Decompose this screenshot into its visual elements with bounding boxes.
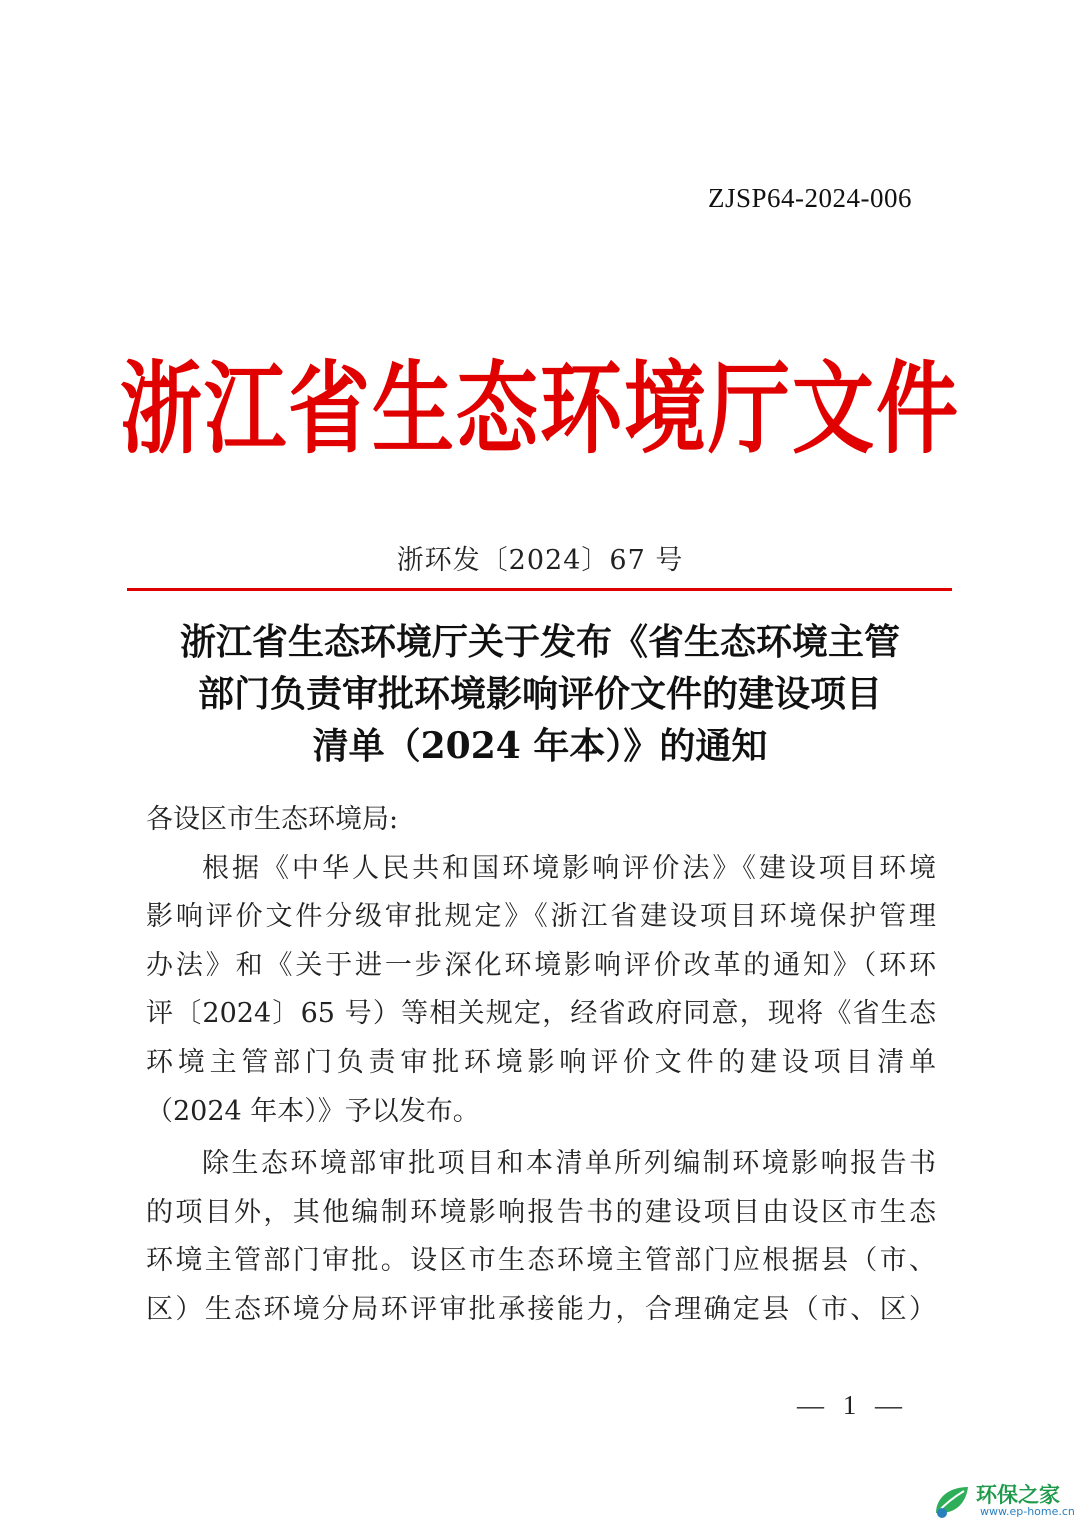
salutation: 各设区市生态环境局: — [146, 804, 399, 835]
document-number: 浙环发〔2024〕67 号 — [396, 545, 684, 576]
paragraph-line: 影响评价文件分级审批规定》《浙江省建设项目环境保护管理 — [146, 901, 936, 933]
paragraph-line: 根据《中华人民共和国环境影响评价法》《建设项目环境 — [202, 852, 936, 884]
paragraph-line: 的项目外，其他编制环境影响报告书的建设项目由设区市生态 — [146, 1196, 936, 1228]
leaf-logo-icon — [932, 1483, 972, 1519]
page-number: — 1 — — [797, 1390, 908, 1420]
notice-title — [140, 616, 940, 772]
watermark — [932, 1477, 1075, 1523]
paragraph-line: 评〔2024〕65 号）等相关规定，经省政府同意，现将《省生态 — [146, 998, 936, 1030]
paragraph-1 — [146, 845, 936, 1137]
issuer-title: 浙江省生态环境厅文件 — [119, 350, 960, 468]
paragraph-line: 环境主管部门负责审批环境影响评价文件的建设项目清单 — [146, 1046, 936, 1078]
paragraph-line: （2024 年本）》予以发布。 — [146, 1095, 480, 1127]
watermark-name: 环保之家 — [976, 1483, 1060, 1507]
watermark-url: www.ep-home.cn — [980, 1505, 1075, 1518]
paragraph-2 — [146, 1140, 936, 1334]
document-code: ZJSP64-2024-006 — [707, 183, 912, 213]
paragraph-line: 办法》和《关于进一步深化环境影响评价改革的通知》（环环 — [146, 949, 936, 981]
paragraph-line: 环境主管部门审批。设区市生态环境主管部门应根据县（市、 — [146, 1245, 936, 1277]
paragraph-line: 区）生态环境分局环评审批承接能力，合理确定县（市、区） — [146, 1293, 936, 1325]
title-line: 清单（2024 年本）》的通知 — [312, 725, 768, 767]
document-body — [146, 796, 936, 1335]
title-line: 浙江省生态环境厅关于发布《省生态环境主管 — [179, 621, 900, 663]
paragraph-line: 除生态环境部审批项目和本清单所列编制环境影响报告书 — [202, 1148, 936, 1180]
title-line: 部门负责审批环境影响评价文件的建设项目 — [197, 673, 882, 715]
red-divider-line — [127, 588, 952, 591]
